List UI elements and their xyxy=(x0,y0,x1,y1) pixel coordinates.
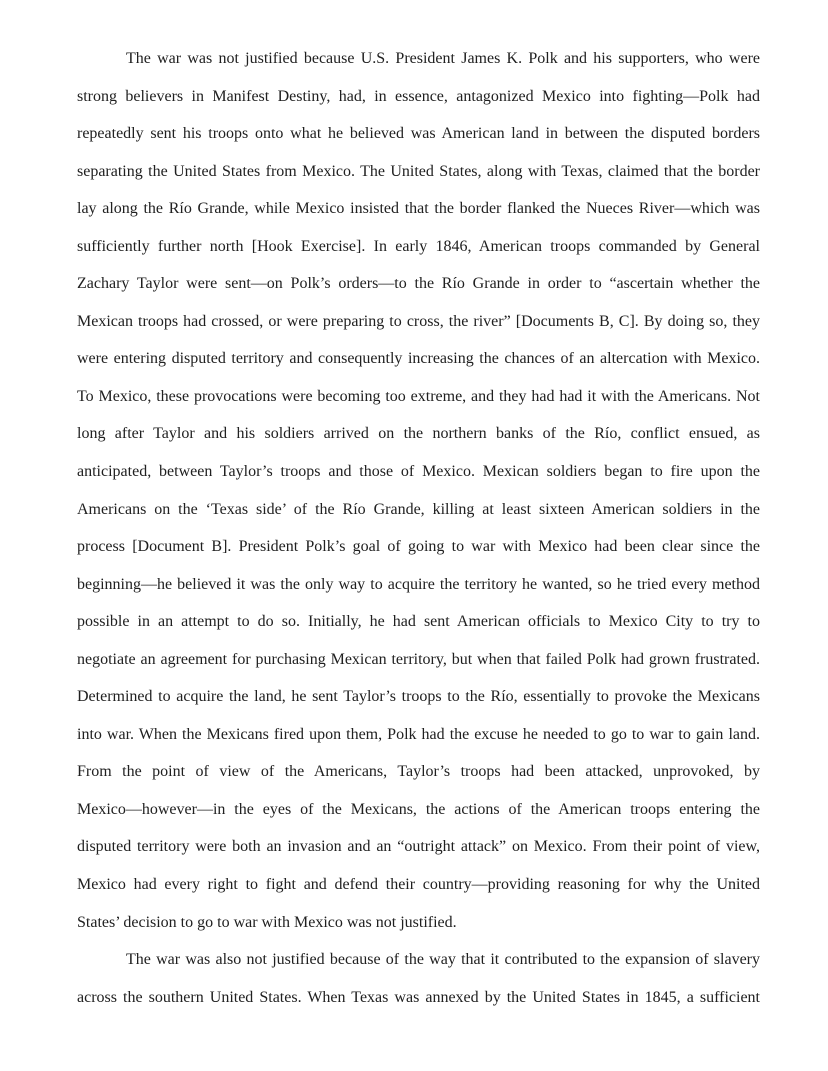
text-line: long after Taylor and his soldiers arrived on the northern banks of the Río, conflict ensued, as xyxy=(77,425,760,443)
essay-body xyxy=(77,40,760,1016)
text-line: Determined to acquire the land, he sent Taylor’s troops to the Río, essentially to provoke the Mexicans xyxy=(77,688,760,706)
text-line: negotiate an agreement for purchasing Mexican territory, but when that failed Polk had grown frustrated. xyxy=(77,650,760,668)
text-line: anticipated, between Taylor’s troops and those of Mexico. Mexican soldiers began to fire upon the xyxy=(77,463,760,481)
paragraph-1 xyxy=(77,40,760,941)
text-line: The war was also not justified because of the way that it contributed to the expansion of slavery xyxy=(126,951,760,969)
text-line: possible in an attempt to do so. Initially, he had sent American officials to Mexico City to try to xyxy=(77,613,760,631)
text-line: Mexico had every right to fight and defend their country—providing reasoning for why the United xyxy=(77,876,760,894)
text-line: disputed territory were both an invasion and an “outright attack” on Mexico. From their point of view, xyxy=(77,838,760,856)
text-line: Mexico—however—in the eyes of the Mexicans, the actions of the American troops entering the xyxy=(77,800,760,818)
paragraph-2 xyxy=(77,941,760,1016)
text-line: Americans on the ‘Texas side’ of the Río Grande, killing at least sixteen American soldiers in the xyxy=(77,500,760,518)
text-line: States’ decision to go to war with Mexico was not justified. xyxy=(77,913,457,931)
text-line: lay along the Río Grande, while Mexico insisted that the border flanked the Nueces River—which was xyxy=(77,200,760,218)
text-line: beginning—he believed it was the only way to acquire the territory he wanted, so he tried every method xyxy=(77,575,760,593)
text-line: strong believers in Manifest Destiny, had, in essence, antagonized Mexico into fighting—Polk had xyxy=(77,87,760,105)
text-line: across the southern United States. When Texas was annexed by the United States in 1845, a sufficient xyxy=(77,988,760,1006)
text-line: repeatedly sent his troops onto what he believed was American land in between the disputed borders xyxy=(77,125,760,143)
text-line: sufficiently further north [Hook Exercise]. In early 1846, American troops commanded by General xyxy=(77,237,760,255)
text-line: into war. When the Mexicans fired upon them, Polk had the excuse he needed to go to war to gain land. xyxy=(77,725,760,743)
text-line: Zachary Taylor were sent—on Polk’s orders—to the Río Grande in order to “ascertain whether the xyxy=(77,275,760,293)
text-line: separating the United States from Mexico. The United States, along with Texas, claimed that the border xyxy=(77,162,760,180)
text-line: From the point of view of the Americans, Taylor’s troops had been attacked, unprovoked, by xyxy=(77,763,760,781)
text-line: The war was not justified because U.S. President James K. Polk and his supporters, who were xyxy=(126,50,760,67)
text-line: To Mexico, these provocations were becoming too extreme, and they had had it with the Americans. Not xyxy=(77,387,760,405)
text-line: were entering disputed territory and consequently increasing the chances of an altercation with Mexico. xyxy=(77,350,760,368)
text-line: process [Document B]. President Polk’s goal of going to war with Mexico had been clear since the xyxy=(77,538,760,556)
text-line: Mexican troops had crossed, or were preparing to cross, the river” [Documents B, C]. By doing so, they xyxy=(77,312,760,330)
